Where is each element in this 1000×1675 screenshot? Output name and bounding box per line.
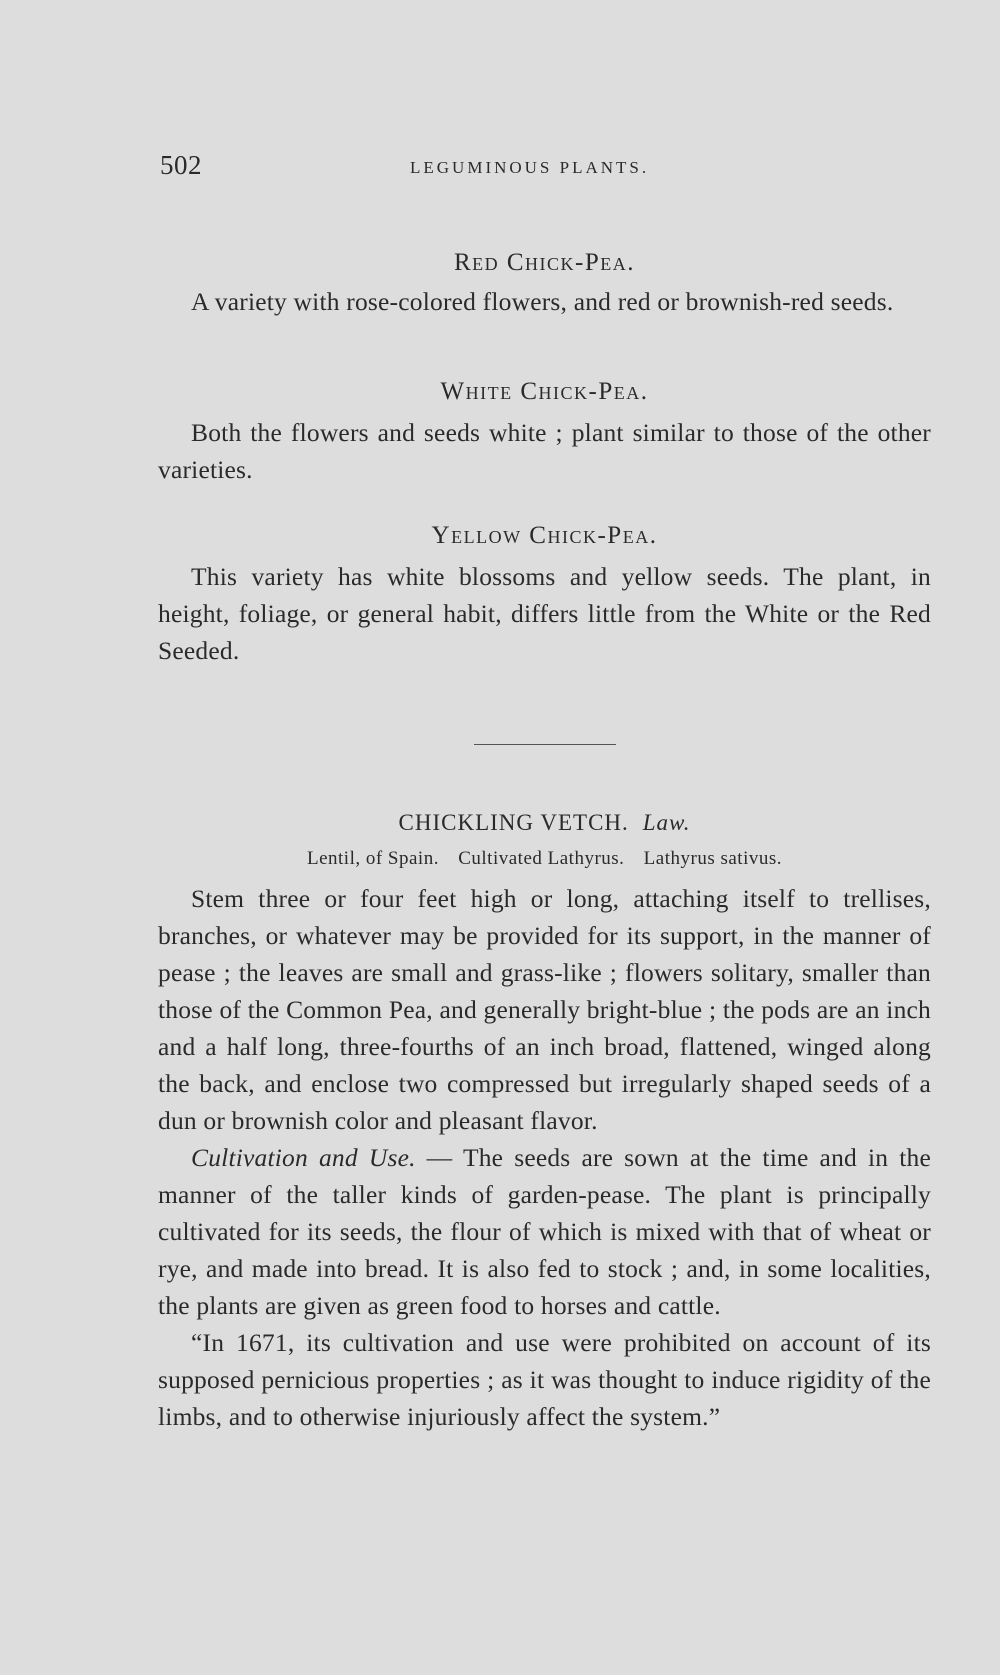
page-number: 502 [160,150,202,180]
section-heading: White Chick-Pea. [440,378,649,405]
entry-authority: Law. [642,810,691,835]
description-paragraph: Stem three or four feet high or long, attaching itself to trellises, branches, or whatever may be provided for its support, in the manner of pease ; the leaves are small and grass-like ; flowers solitary, smaller than those of the Common Pea, and generally bright-blue ; the pods are an inch and a half long, three-fourths of an inch broad, flattened, winged along the back, and enclose two compressed but irregularly shaped seeds of a dun or brownish color and pleasant flavor. [158,884,931,1135]
running-title: LEGUMINOUS PLANTS. [410,158,650,177]
section-red-chick-pea [158,245,931,320]
running-head [160,150,930,186]
section-heading: Red Chick-Pea. [453,249,636,276]
synonym: Lathyrus sativus. [643,848,782,869]
cultivation-paragraph [158,1139,931,1324]
section-chickling-vetch [158,806,931,1435]
quote-paragraph: “In 1671, its cultivation and use were prohibited on account of its supposed pernicious properties ; as it was thought to induce rigidity of the limbs, and to otherwise injuriously affect the system.” [158,1328,931,1431]
entry-name: CHICKLING VETCH. [398,810,629,835]
paragraph: Both the flowers and seeds white ; plant similar to those of the other varieties. [158,418,931,484]
cultivation-text: — The seeds are sown at the time and in the manner of the taller kinds of garden-pease. The plant is principally cultivated for its seeds, the flour of which is mixed with that of wheat or rye, and made into bread. It is also fed to stock ; and, in some localities, the plants are given as green food to horses and cattle. [158,1143,931,1320]
paragraph: A variety with rose-colored flowers, and red or brownish-red seeds. [191,287,894,316]
paragraph: This variety has white blossoms and yellow seeds. The plant, in height, foliage, or general habit, differs little from the White or the Red Seeded. [158,562,931,665]
cultivation-lead: Cultivation and Use. [191,1143,416,1172]
entry-synonyms [158,842,931,876]
synonym: Lentil, of Spain. [306,848,439,869]
section-heading: Yellow Chick-Pea. [431,522,658,549]
section-divider [474,744,616,745]
section-white-chick-pea [158,374,931,488]
synonym: Cultivated Lathyrus. [458,848,625,869]
entry-title [158,806,931,840]
section-yellow-chick-pea [158,518,931,669]
